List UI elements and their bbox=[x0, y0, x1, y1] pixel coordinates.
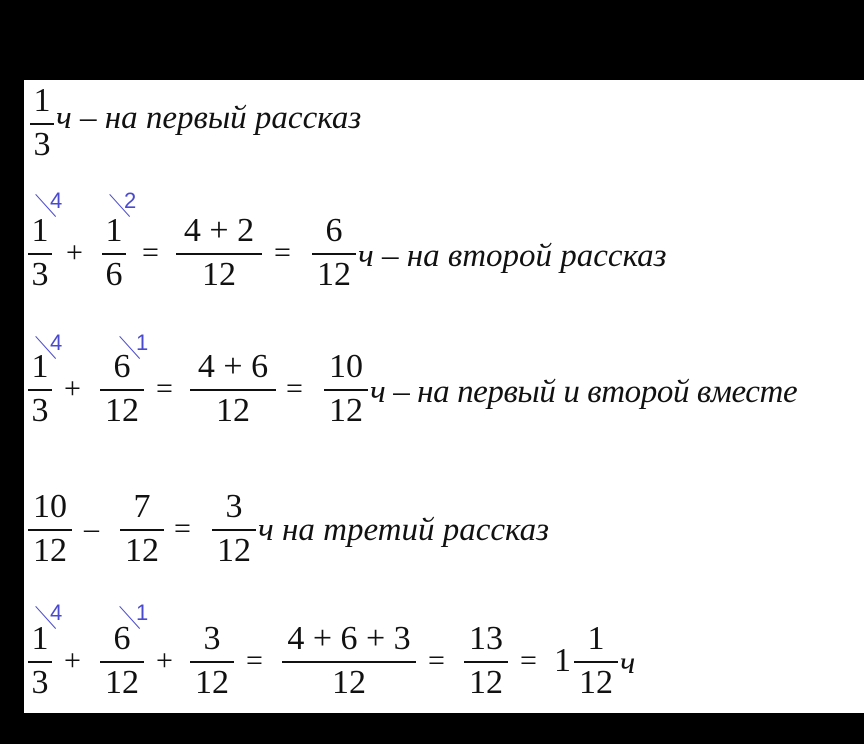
plus-sign: + bbox=[156, 644, 173, 677]
numerator: 4 + 2 bbox=[183, 212, 255, 249]
denominator: 12 bbox=[332, 664, 366, 701]
numerator: 1 bbox=[31, 212, 49, 249]
numerator: 1 bbox=[587, 620, 605, 657]
equals-sign: = bbox=[246, 644, 263, 677]
denominator: 3 bbox=[31, 392, 49, 429]
fraction-bar bbox=[574, 661, 618, 663]
multiplier: 2 bbox=[124, 188, 137, 213]
fraction-bar bbox=[120, 529, 164, 531]
equals-sign: = bbox=[428, 644, 445, 677]
numerator: 10 bbox=[329, 348, 363, 385]
denominator: 12 bbox=[579, 664, 613, 701]
minus-sign: – bbox=[84, 512, 99, 545]
fraction-bar bbox=[190, 661, 234, 663]
numerator: 13 bbox=[469, 620, 503, 657]
solution-sheet bbox=[24, 80, 864, 713]
line-label: ч – на первый и второй вместе bbox=[370, 374, 798, 410]
fraction-bar bbox=[190, 389, 276, 391]
equals-sign: = bbox=[286, 372, 303, 405]
fraction-bar bbox=[28, 389, 52, 391]
denominator: 3 bbox=[31, 664, 49, 701]
denominator: 12 bbox=[329, 392, 363, 429]
fraction-bar bbox=[324, 389, 368, 391]
numerator: 1 bbox=[33, 82, 51, 119]
denominator: 3 bbox=[31, 256, 49, 293]
numerator: 7 bbox=[133, 488, 151, 525]
fraction-bar bbox=[30, 123, 54, 125]
denominator: 12 bbox=[105, 664, 139, 701]
equals-sign: = bbox=[520, 644, 537, 677]
fraction-bar bbox=[100, 389, 144, 391]
fraction-bar bbox=[312, 253, 356, 255]
denominator: 12 bbox=[202, 256, 236, 293]
plus-sign: + bbox=[66, 236, 83, 269]
denominator: 3 bbox=[33, 126, 51, 163]
equals-sign: = bbox=[274, 236, 291, 269]
denominator: 12 bbox=[217, 532, 251, 569]
numerator: 1 bbox=[31, 620, 49, 657]
fraction-bar bbox=[100, 661, 144, 663]
numerator: 1 bbox=[31, 348, 49, 385]
numerator: 6 bbox=[113, 620, 131, 657]
numerator: 10 bbox=[33, 488, 67, 525]
numerator: 6 bbox=[325, 212, 343, 249]
multiplier: 1 bbox=[136, 600, 149, 625]
numerator: 3 bbox=[225, 488, 243, 525]
line-label: ч – на первый рассказ bbox=[56, 100, 362, 136]
unit-hours: ч bbox=[620, 644, 636, 680]
plus-sign: + bbox=[64, 372, 81, 405]
denominator: 12 bbox=[469, 664, 503, 701]
fraction-bar bbox=[282, 661, 416, 663]
mixed-number-whole: 1 bbox=[554, 642, 571, 679]
numerator: 3 bbox=[203, 620, 221, 657]
denominator: 12 bbox=[33, 532, 67, 569]
numerator: 4 + 6 bbox=[197, 348, 269, 385]
denominator: 6 bbox=[105, 256, 123, 293]
line-label: ч на третий рассказ bbox=[258, 512, 550, 548]
fraction-bar bbox=[28, 253, 52, 255]
equals-sign: = bbox=[142, 236, 159, 269]
fraction-bar bbox=[28, 529, 72, 531]
multiplier: 4 bbox=[50, 600, 63, 625]
fraction-bar bbox=[102, 253, 126, 255]
denominator: 12 bbox=[195, 664, 229, 701]
multiplier: 1 bbox=[136, 330, 149, 355]
numerator: 6 bbox=[113, 348, 131, 385]
denominator: 12 bbox=[125, 532, 159, 569]
denominator: 12 bbox=[216, 392, 250, 429]
equals-sign: = bbox=[156, 372, 173, 405]
fraction-bar bbox=[28, 661, 52, 663]
equals-sign: = bbox=[174, 512, 191, 545]
numerator: 4 + 6 + 3 bbox=[287, 620, 411, 657]
fraction-bar bbox=[464, 661, 508, 663]
multiplier: 4 bbox=[50, 188, 63, 213]
denominator: 12 bbox=[317, 256, 351, 293]
fraction-bar bbox=[212, 529, 256, 531]
plus-sign: + bbox=[64, 644, 81, 677]
multiplier: 4 bbox=[50, 330, 63, 355]
line-label: ч – на второй рассказ bbox=[358, 238, 667, 274]
denominator: 12 bbox=[105, 392, 139, 429]
fraction-bar bbox=[176, 253, 262, 255]
numerator: 1 bbox=[105, 212, 123, 249]
